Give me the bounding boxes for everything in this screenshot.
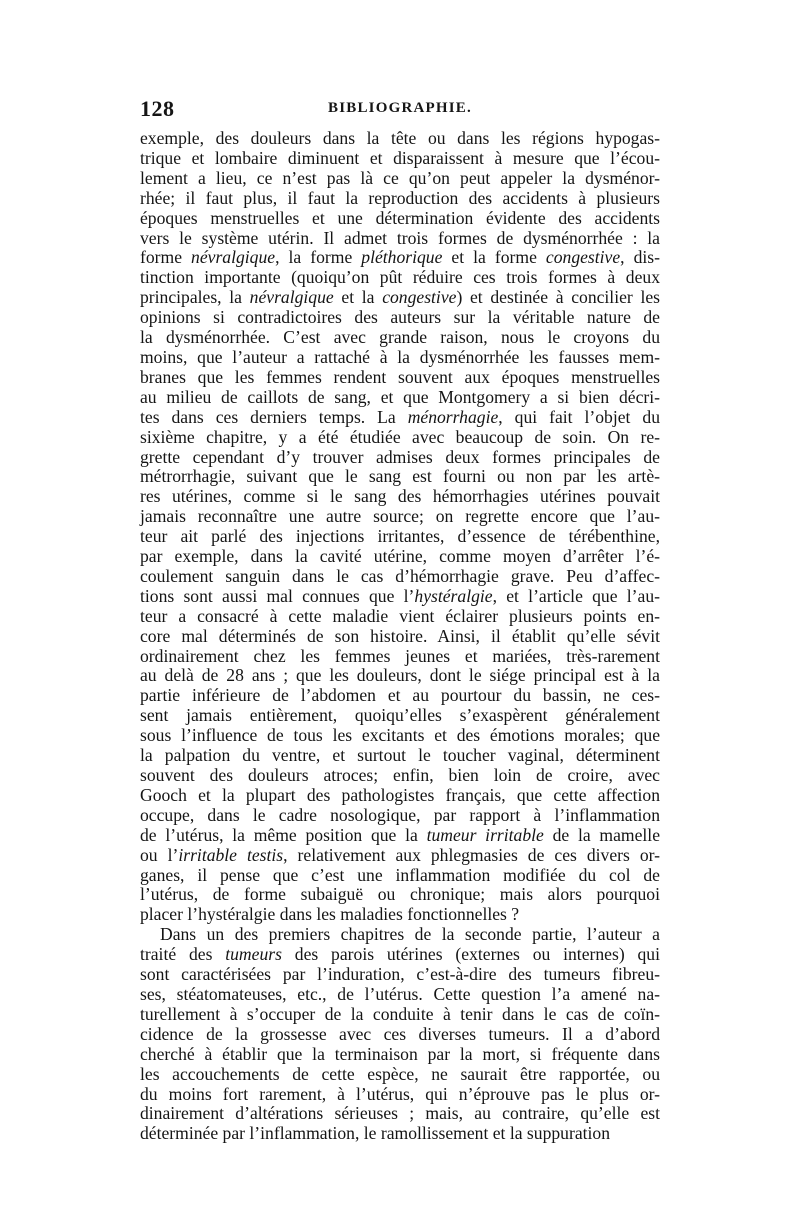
text-line: ordinairement chez les femmes jeunes et mariées, très-rarement <box>140 645 660 666</box>
text-line: au delà de 28 ans ; que les douleurs, dont le siége principal est à la <box>140 665 660 686</box>
text-line: tes dans ces derniers temps. La ménorrhagie, qui fait l’objet du <box>140 406 660 427</box>
text-line: sixième chapitre, y a été étudiée avec beaucoup de soin. On re- <box>140 426 660 447</box>
page-number: 128 <box>140 96 175 121</box>
text-line: moins, que l’auteur a rattaché à la dysménorrhée les fausses mem- <box>140 346 660 367</box>
text-line: forme névralgique, la forme pléthorique et la forme congestive, dis- <box>140 247 660 268</box>
text-line: cherché à établir que la terminaison par la mort, si fréquente dans <box>140 1043 660 1064</box>
text-line: traité des tumeurs des parois utérines (externes ou internes) qui <box>140 944 660 965</box>
text-line: tions sont aussi mal connues que l’hystéralgie, et l’article que l’au- <box>140 585 660 606</box>
text-line: coulement sanguin dans le cas d’hémorrhagie grave. Peu d’affec- <box>140 565 660 586</box>
text-line: exemple, des douleurs dans la tête ou dans les régions hypogas- <box>140 128 660 148</box>
text-line: Gooch et la plupart des pathologistes français, que cette affection <box>140 784 660 805</box>
text-line: déterminée par l’inflammation, le ramollissement et la suppuration <box>140 1123 610 1144</box>
text-line: la dysménorrhée. C’est avec grande raison, nous le croyons du <box>140 327 660 348</box>
running-title: BIBLIOGRAPHIE. <box>328 100 472 116</box>
text-line: res utérines, comme si le sang des hémorrhagies utérines pouvait <box>140 486 660 507</box>
text-line: teur ait parlé des injections irritantes, d’essence de térébenthine, <box>140 526 660 547</box>
text-line: core mal déterminés de son histoire. Ainsi, il établit qu’elle sévit <box>140 625 660 646</box>
page-header <box>140 96 660 122</box>
text-line: cidence de la grossesse avec ces diverses tumeurs. Il a d’abord <box>140 1023 660 1044</box>
text-line: lement a lieu, ce n’est pas là ce qu’on peut appeler la dysménor- <box>140 167 660 188</box>
text-line: trique et lombaire diminuent et disparaissent à mesure que l’écou- <box>140 147 660 168</box>
text-line: opinions si contradictoires des auteurs sur la véritable nature de <box>140 307 660 328</box>
text-line: placer l’hystéralgie dans les maladies fonctionnelles ? <box>140 904 520 925</box>
text-line: de l’utérus, la même position que la tumeur irritable de la mamelle <box>140 824 661 845</box>
text-line: principales, la névralgique et la congestive) et destinée à concilier les <box>140 287 660 308</box>
text-line: souvent des douleurs atroces; enfin, bien loin de croire, avec <box>140 765 660 785</box>
body-text <box>140 129 660 1144</box>
text-line: la palpation du ventre, et surtout le toucher vaginal, déterminent <box>140 745 660 766</box>
text-line: les accouchements de cette espèce, ne saurait être rapportée, ou <box>140 1063 660 1084</box>
text-line: Dans un des premiers chapitres de la seconde partie, l’auteur a <box>160 924 660 945</box>
text-line: branes que les femmes rendent souvent aux époques menstruelles <box>140 366 660 387</box>
text-line: ou l’irritable testis, relativement aux phlegmasies de ces divers or- <box>140 844 661 865</box>
text-line: jamais reconnaître une autre source; on regrette encore que l’au- <box>140 506 660 527</box>
text-line: ses, stéatomateuses, etc., de l’utérus. Cette question l’a amené na- <box>140 983 660 1004</box>
text-line: époques menstruelles et une détermination évidente des accidents <box>140 207 660 228</box>
text-line: sont caractérisées par l’induration, c’est-à-dire des tumeurs fibreu- <box>140 964 660 985</box>
text-line: dinairement d’altérations sérieuses ; mais, au contraire, qu’elle est <box>140 1103 660 1124</box>
text-line: sous l’influence de tous les excitants et des émotions morales; que <box>140 725 660 746</box>
text-line: teur a consacré à cette maladie vient éclairer plusieurs points en- <box>140 605 660 626</box>
text-line: occupe, dans le cadre nosologique, par rapport à l’inflammation <box>140 804 660 825</box>
text-line: partie inférieure de l’abdomen et au pourtour du bassin, ne ces- <box>140 685 660 706</box>
text-line: par exemple, dans la cavité utérine, comme moyen d’arrêter l’é- <box>140 546 660 567</box>
text-line: turellement à s’occuper de la conduite à tenir dans le cas de coïn- <box>140 1003 660 1024</box>
text-line: grette cependant d’y trouver admises deux formes principales de <box>140 446 660 467</box>
text-line: ganes, il pense que c’est une inflammation modifiée du col de <box>140 864 660 885</box>
text-line: tinction importante (quoiqu’on pût réduire ces trois formes à deux <box>140 267 660 288</box>
text-line: sent jamais entièrement, quoiqu’elles s’exaspèrent généralement <box>140 705 660 726</box>
text-line: au milieu de caillots de sang, et que Montgomery a si bien décri- <box>140 386 660 407</box>
text-line: l’utérus, de forme subaiguë ou chronique; mais alors pourquoi <box>140 884 660 905</box>
text-line: vers le système utérin. Il admet trois formes de dysménorrhée : la <box>140 227 660 248</box>
text-line: métrorrhagie, suivant que le sang est fourni ou non par les artè- <box>140 466 660 487</box>
text-line: du moins fort rarement, à l’utérus, qui n’éprouve pas le plus or- <box>140 1083 660 1104</box>
text-line: rhée; il faut plus, il faut la reproduction des accidents à plusieurs <box>140 187 660 208</box>
